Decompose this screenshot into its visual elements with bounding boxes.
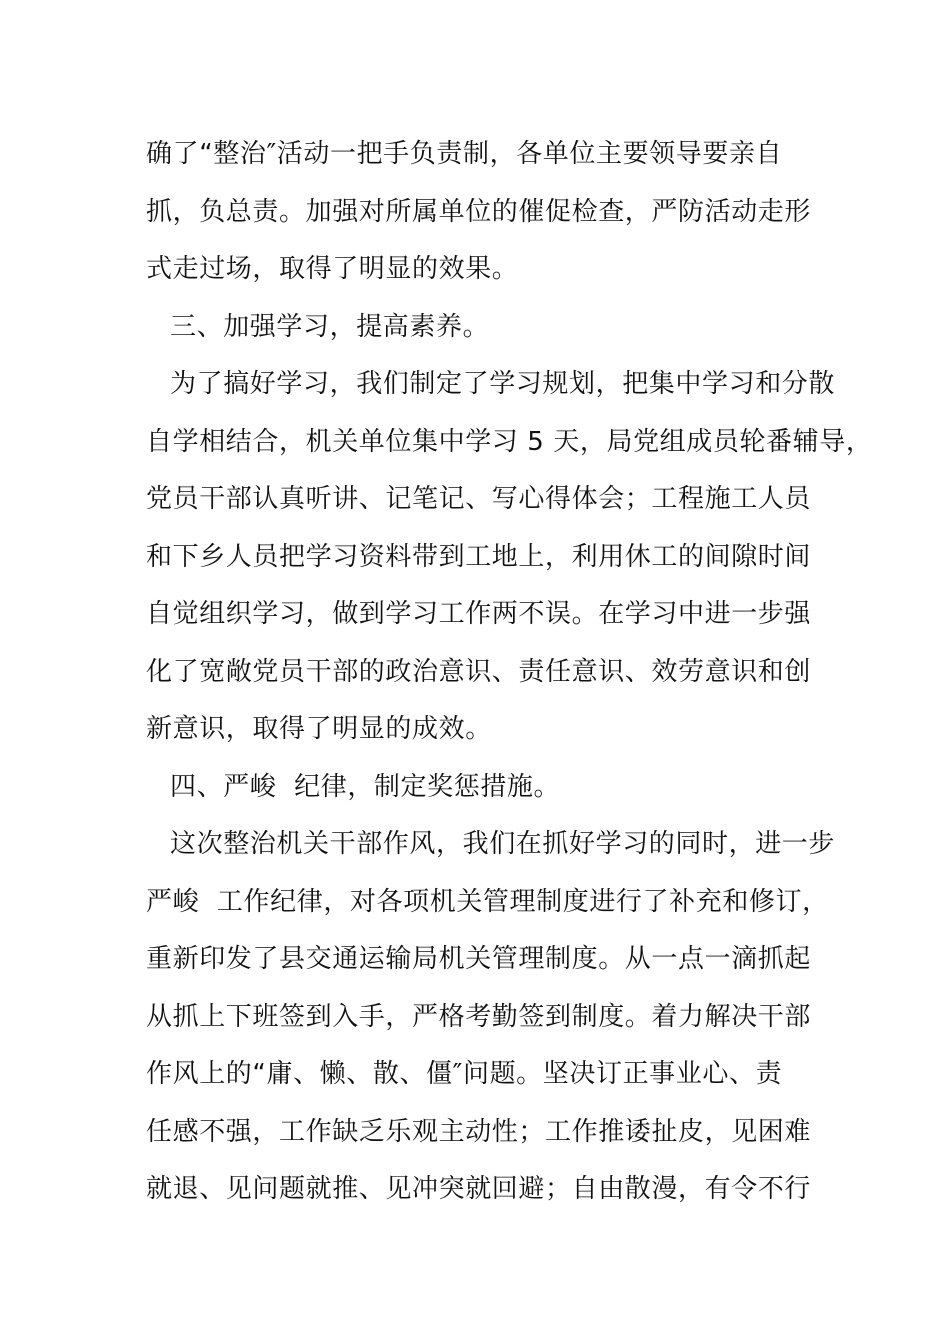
text-line: 确了“整治″活动一把手负责制，各单位主要领导要亲自 <box>146 139 783 169</box>
text-line: 从抓上下班签到入手，严格考勤签到制度。着力解决干部 <box>146 1001 812 1032</box>
text-line: 作风上的“庸、懒、散、僵″问题。坚决订正事业心、责 <box>146 1059 783 1089</box>
text-line: 式走过场，取得了明显的效果。 <box>146 254 519 284</box>
paragraph-start-line: 这次整治机关干部作风，我们在抓好学习的同时，进一步 <box>170 829 836 859</box>
document-body <box>146 126 873 1219</box>
paragraph-start-line: 为了搞好学习，我们制定了学习规划，把集中学习和分散 <box>170 369 836 399</box>
text-line: 就退、见问题就推、见冲突就回避；自由散漫，有令不行 <box>146 1174 812 1204</box>
text-line: 任感不强，工作缺乏乐观主动性；工作推诿扯皮，见困难 <box>146 1116 812 1147</box>
text-line: 自学相结合，机关单位集中学习 5 天，局党组成员轮番辅导， <box>146 426 873 457</box>
text-line: 重新印发了县交通运输局机关管理制度。从一点一滴抓起 <box>146 944 812 974</box>
text-line: 化了宽敞党员干部的政治意识、责任意识、效劳意识和创 <box>146 656 812 687</box>
text-line: 严峻 工作纪律，对各项机关管理制度进行了补充和修订， <box>146 886 829 917</box>
section-heading-3: 三、加强学习，提高素养。 <box>170 311 490 342</box>
text-line: 和下乡人员把学习资料带到工地上，利用休工的间隙时间 <box>146 541 812 572</box>
section-heading-4: 四、严峻 纪律，制定奖惩措施。 <box>170 771 561 802</box>
text-line: 自觉组织学习，做到学习工作两不误。在学习中进一步强 <box>146 599 812 629</box>
text-line: 党员干部认真听讲、记笔记、写心得体会；工程施工人员 <box>146 484 812 514</box>
text-line: 抓，负总责。加强对所属单位的催促检查，严防活动走形 <box>146 196 812 227</box>
text-line: 新意识，取得了明显的成效。 <box>146 714 492 744</box>
